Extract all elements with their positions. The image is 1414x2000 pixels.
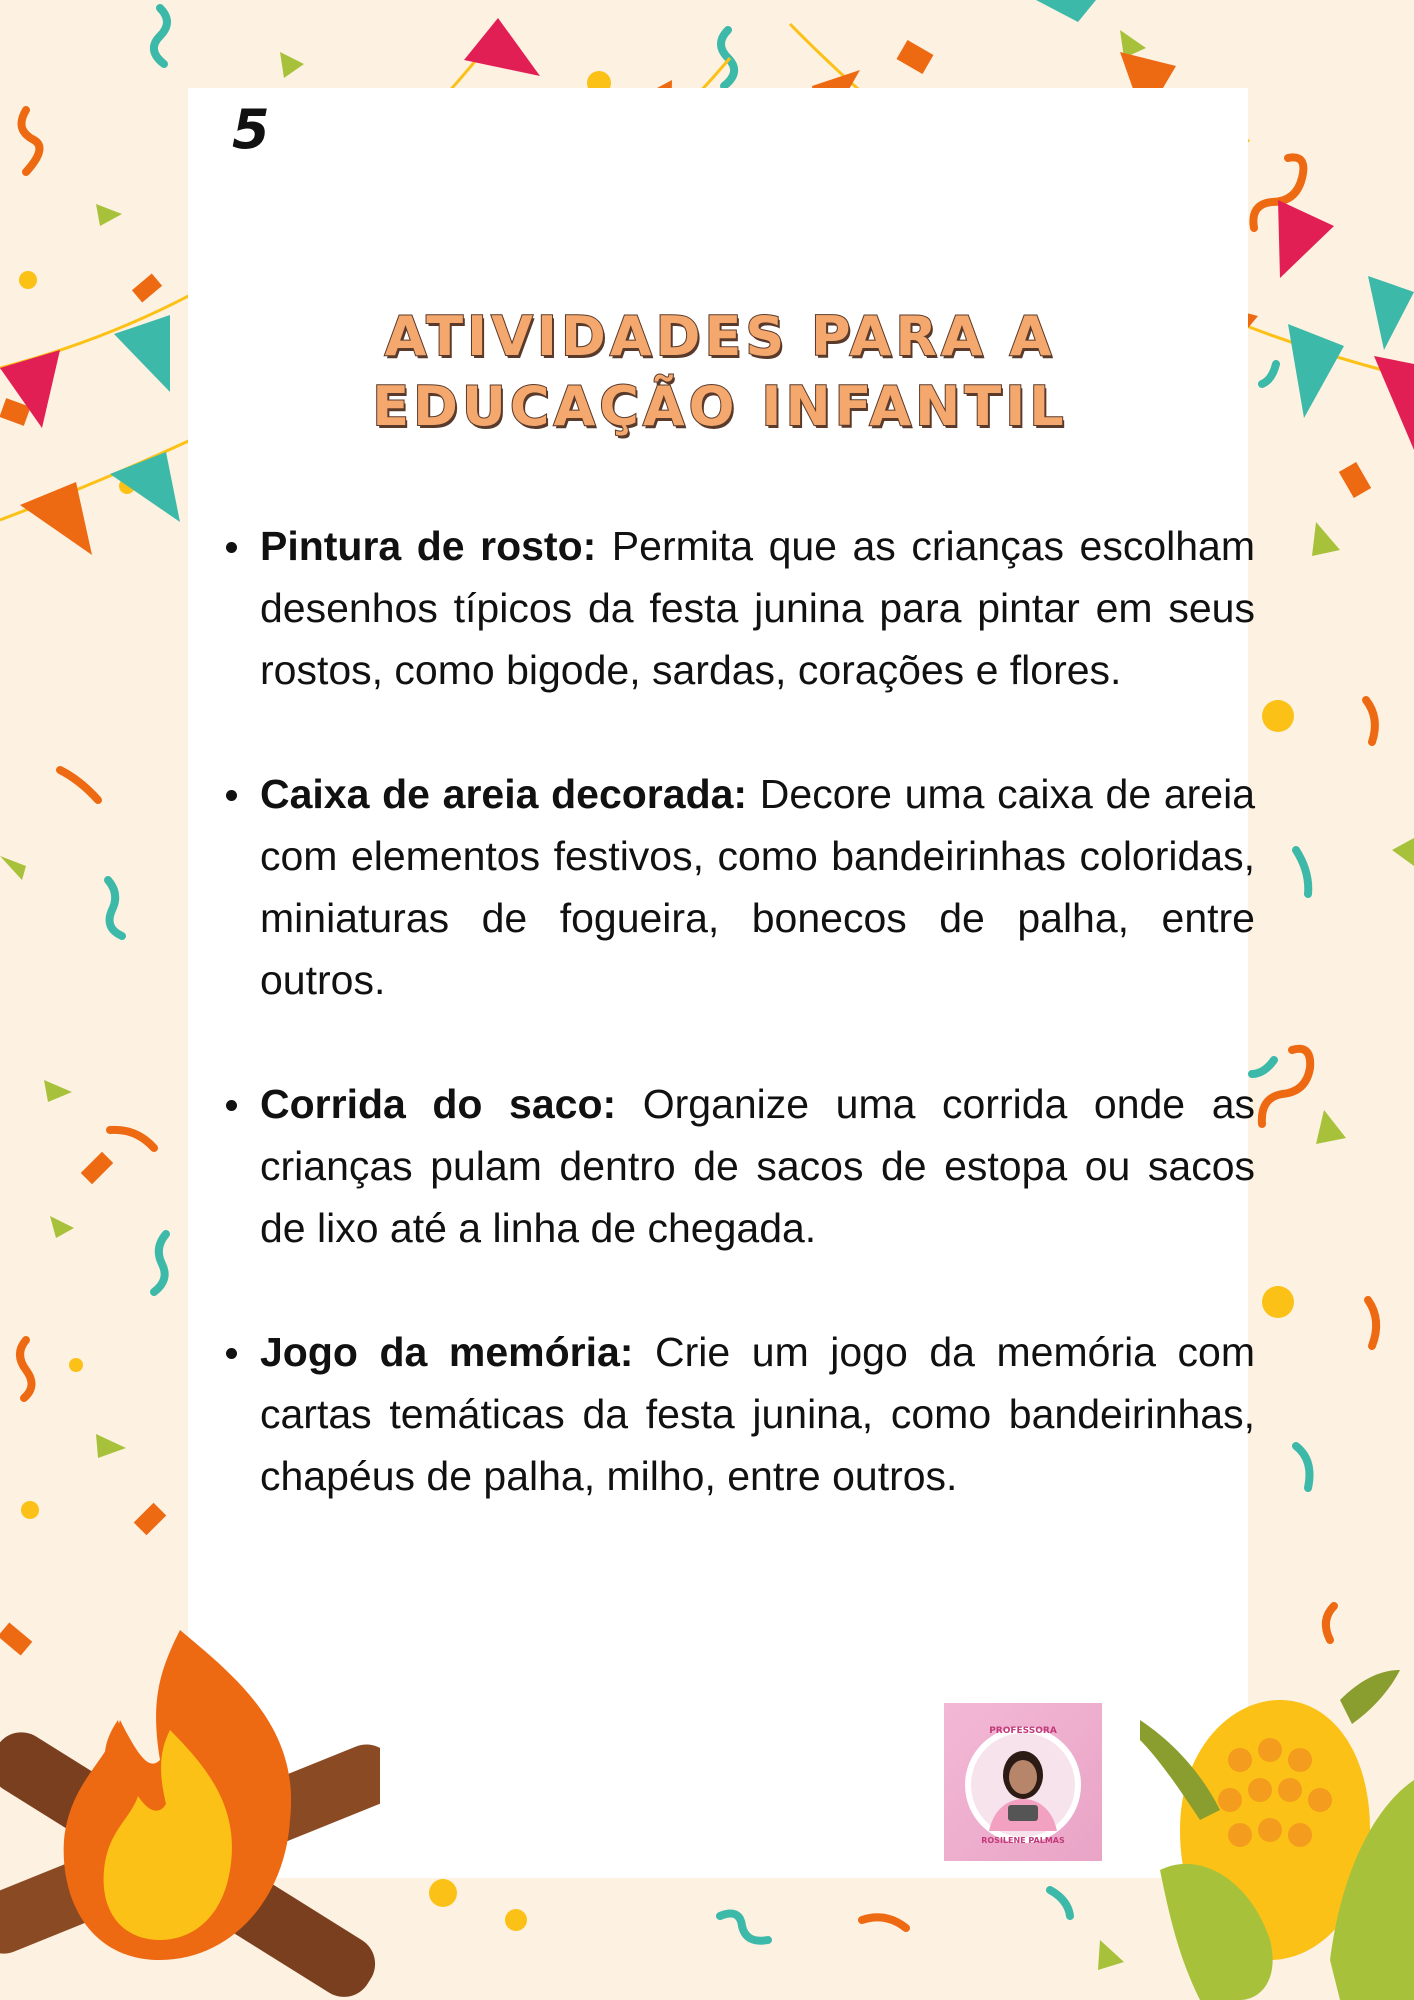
teacher-logo	[944, 1703, 1102, 1861]
activity-title: Pintura de rosto:	[260, 523, 597, 569]
activity-title: Jogo da memória:	[260, 1329, 634, 1375]
page-title-line1: ATIVIDADES PARA A	[384, 305, 1056, 369]
list-item	[260, 763, 1255, 1011]
activity-title: Corrida do saco:	[260, 1081, 617, 1127]
list-item	[260, 1321, 1255, 1507]
activity-title: Caixa de areia decorada:	[260, 771, 748, 817]
corn-icon	[1140, 1660, 1414, 2000]
list-item	[260, 1073, 1255, 1259]
page-title-line2: EDUCAÇÃO INFANTIL	[372, 375, 1068, 439]
activity-text: Crie um jogo da memória com cartas temáticas da festa junina, como bandeirinhas, chapéus de palha, milho, entre outros.	[260, 1329, 1256, 1499]
logo-top-text: PROFESSORA	[989, 1726, 1057, 1736]
activity-text: Organize uma corrida onde as crianças pulam dentro de sacos de estopa ou sacos de lixo até a linha de chegada.	[260, 1081, 1255, 1251]
list-item	[260, 515, 1255, 701]
page-title	[300, 302, 1140, 442]
activity-text: Decore uma caixa de areia com elementos festivos, como bandeirinhas coloridas, miniaturas de fogueira, bonecos de palha, entre outros.	[260, 771, 1255, 1003]
bonfire-icon	[0, 1600, 380, 2000]
page-number: 5	[232, 98, 270, 161]
activity-list	[216, 515, 1255, 1569]
activity-text: Permita que as crianças escolham desenhos típicos da festa junina para pintar em seus rostos, como bigode, sardas, corações e flores.	[260, 523, 1255, 693]
logo-bottom-text: ROSILENE PALMAS	[981, 1836, 1065, 1845]
teacher-portrait-icon	[944, 1703, 1102, 1861]
